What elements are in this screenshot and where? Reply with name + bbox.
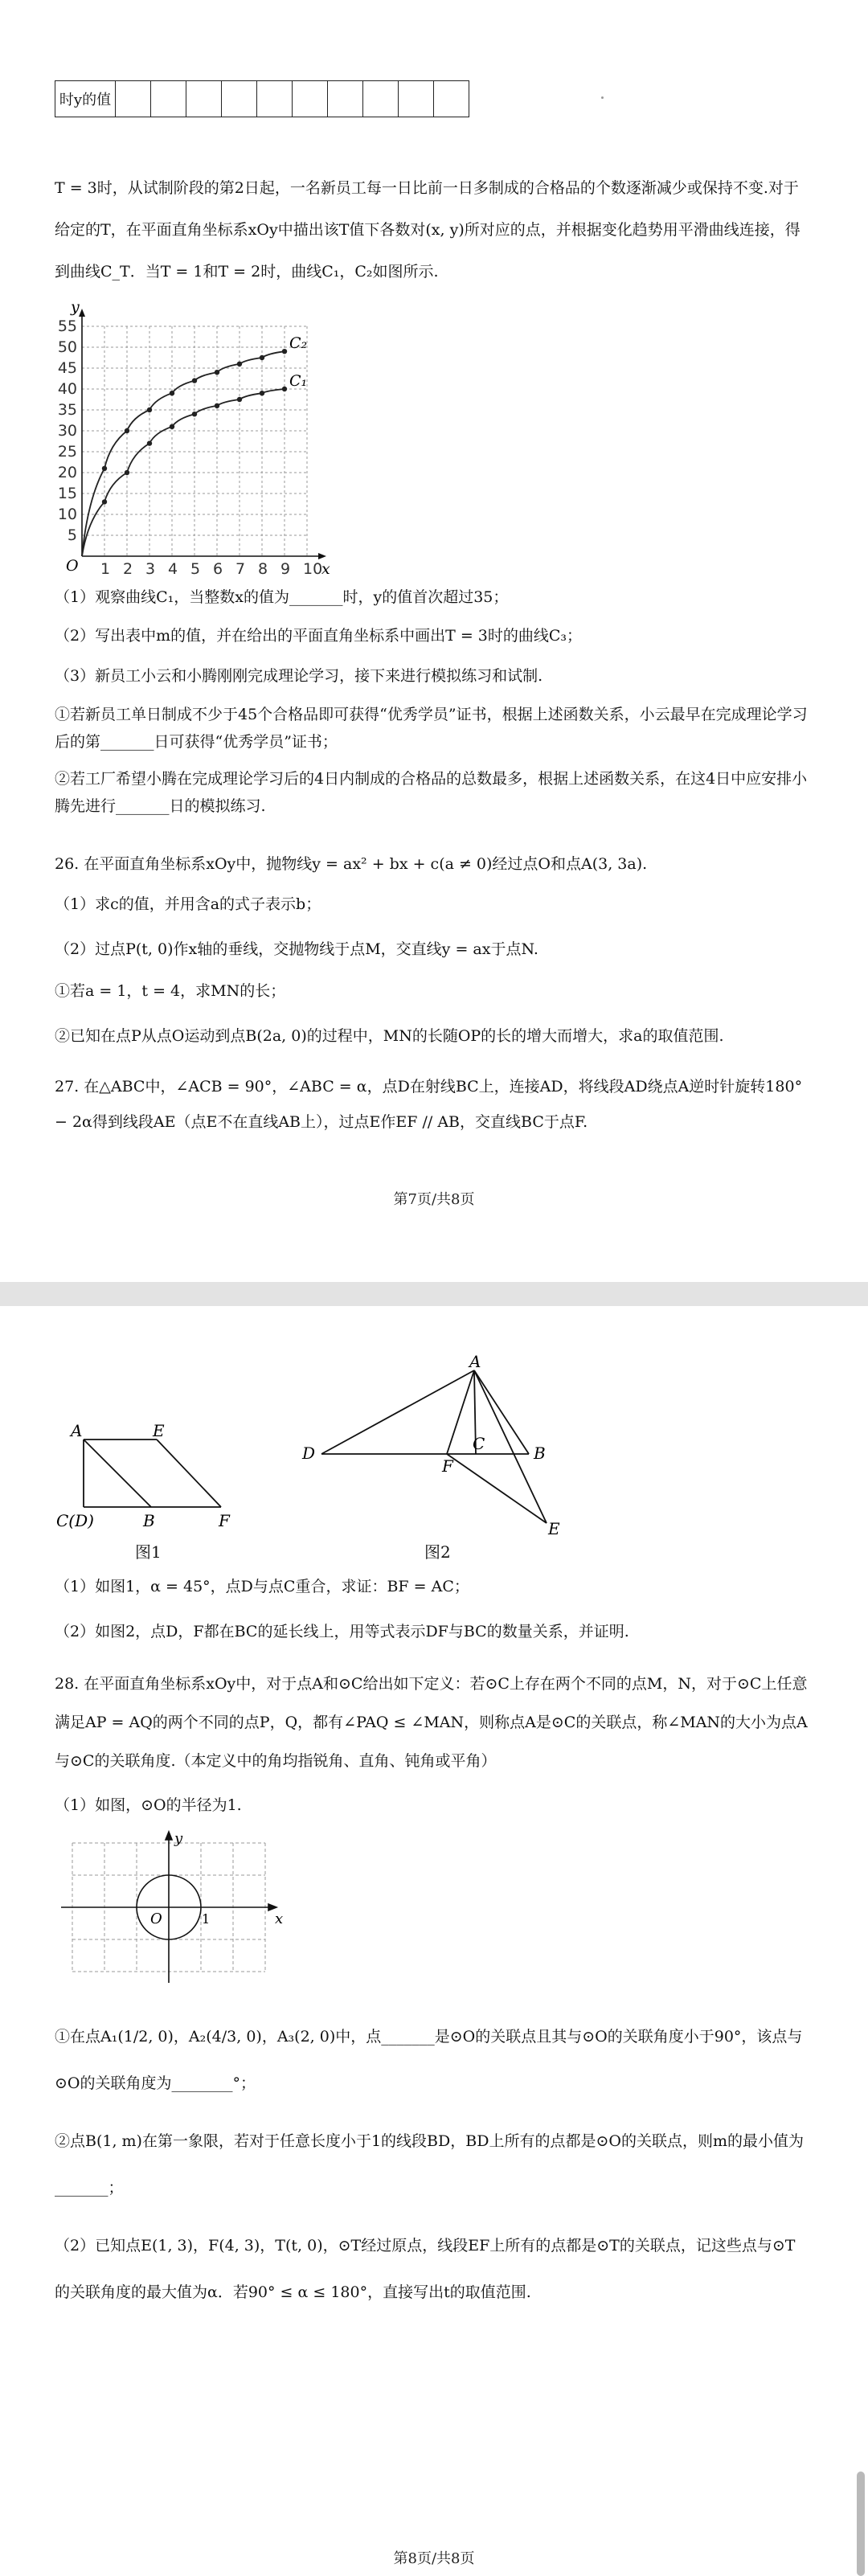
fig3-label-x: x [275, 1910, 284, 1927]
data-point [170, 391, 174, 395]
question-27-1: （1）如图1，α = 45°，点D与点C重合，求证：BF = AC； [55, 1578, 469, 1595]
y-axis-label: y [71, 299, 80, 316]
x-tick-label: 2 [123, 560, 133, 578]
data-point [102, 466, 107, 471]
fig3-label-1: 1 [202, 1911, 211, 1927]
table-row-label: 时y的值 [55, 81, 116, 117]
question-2: （2）写出表中m的值，并在给出的平面直角坐标系中画出T = 3时的曲线C₃； [55, 627, 583, 645]
series-label: C₁ [289, 372, 308, 390]
y-tick-label: 5 [67, 526, 77, 544]
question-1: （1）观察曲线C₁，当整数x的值为_______时，y的值首次超过35； [55, 588, 509, 606]
fig2-label-d: D [302, 1444, 316, 1463]
curve-chart [47, 299, 368, 580]
fig2-label-c: C [473, 1434, 485, 1453]
data-point [192, 378, 197, 383]
y-tick-label: 50 [57, 338, 77, 356]
y-tick-label: 15 [57, 485, 77, 502]
data-point [192, 412, 197, 416]
question-26-1: （1）求c的值，并用含a的式子表示b； [55, 895, 321, 913]
fig1-line-ef [157, 1440, 221, 1507]
y-axis-arrow [79, 309, 85, 317]
x-tick-label: 4 [168, 560, 178, 578]
data-point [282, 349, 287, 354]
page-7 [0, 0, 868, 1282]
figure-2-caption: 图2 [424, 1542, 451, 1562]
page-separator [0, 1282, 868, 1306]
series-label: C₂ [289, 334, 308, 353]
data-point [147, 407, 152, 412]
fig3-label-o: O [150, 1910, 162, 1927]
page-footer: 第7页/共8页 [393, 1191, 475, 1208]
origin-label: O [66, 557, 79, 575]
y-tick-label: 55 [57, 317, 77, 335]
question-28: 28. 在平面直角坐标系xOy中，对于点A和⊙C给出如下定义：若⊙C上存在两个不同的点M，N，对于⊙C上任意满足AP = AQ的两个不同的点P，Q，都有∠PAQ ≤ ∠MAN，则称点A是⊙C的关联点，称∠MAN的大小为点A与⊙C的关联角度.（本定义中的角均指锐角、直角、钝角或平角） [55, 1675, 808, 1770]
table-row [55, 81, 469, 117]
data-point [260, 355, 264, 360]
y-tick-label: 40 [57, 380, 77, 398]
data-point [125, 470, 129, 475]
fig2-label-e: E [548, 1519, 560, 1538]
figure-1 [48, 1419, 289, 1539]
paragraph-curves: T = 3时，从试制阶段的第2日起，一名新员工每一日比前一日多制成的合格品的个数逐渐减少或保持不变.对于给定的T，在平面直角坐标系xOy中描出该T值下各数对(x, y)所对应的点，并根据变化趋势用平滑曲线连接，得到曲线C_T．当T = 1和T = 2时，曲线C₁，C₂如图所示. [55, 179, 800, 281]
data-point [215, 370, 219, 375]
x-tick-label: 5 [190, 560, 201, 578]
fig1-label-f: F [219, 1511, 230, 1530]
data-point [215, 403, 219, 408]
question-26-2b: ②已知在点P从点O运动到点B(2a, 0)的过程中，MN的长随OP的长的增大而增大，求a的取值范围. [55, 1027, 724, 1045]
y-tick-label: 10 [57, 506, 77, 523]
series-line-c2 [82, 351, 285, 556]
question-28-2: （2）已知点E(1, 3)，F(4, 3)，T(t, 0)，⊙T经过原点，线段EF上所有的点都是⊙T的关联点，记这些点与⊙T的关联角度的最大值为α．若90° ≤ α ≤ 180°，直接写出t的取值范围. [55, 2237, 796, 2301]
value-table [55, 80, 469, 117]
question-3b: ②若工厂希望小腾在完成理论学习后的4日内制成的合格品的总数最多，根据上述函数关系，在这4日中应安排小腾先进行_______日的模拟练习. [55, 770, 808, 815]
x-axis-label: x [321, 560, 330, 578]
question-27: 27. 在△ABC中，∠ACB = 90°，∠ABC = α，点D在射线BC上，连接AD，将线段AD绕点A逆时针旋转180° − 2α得到线段AE（点E不在直线AB上），过点E作EF // AB，交直线BC于点F. [55, 1078, 803, 1131]
x-tick-label: 6 [213, 560, 223, 578]
data-point [237, 397, 242, 402]
data-point [125, 428, 129, 433]
question-27-2: （2）如图2，点D，F都在BC的延长线上，用等式表示DF与BC的数量关系，并证明. [55, 1623, 629, 1640]
y-tick-label: 25 [57, 443, 77, 461]
x-tick-label: 9 [280, 560, 291, 578]
page-8 [0, 1306, 868, 2576]
figure-2 [297, 1354, 571, 1539]
x-tick-label: 1 [100, 560, 111, 578]
question-3a: ①若新员工单日制成不少于45个合格品即可获得“优秀学员”证书，根据上述函数关系，小云最早在完成理论学习后的第_______日可获得“优秀学员”证书； [55, 706, 808, 751]
fig2-label-a: A [469, 1354, 481, 1371]
fig1-label-b: B [143, 1511, 155, 1530]
figure-1-caption: 图1 [135, 1542, 162, 1562]
question-28-1: （1）如图，⊙O的半径为1. [55, 1796, 242, 1814]
fig1-label-e: E [153, 1421, 165, 1440]
question-26-2: （2）过点P(t, 0)作x轴的垂线，交抛物线于点M，交直线y = ax于点N. [55, 940, 538, 958]
fig1-label-a: A [71, 1421, 83, 1440]
question-3: （3）新员工小云和小腾刚刚完成理论学习，接下来进行模拟练习和试制. [55, 667, 543, 685]
data-point [260, 391, 264, 395]
fig2-label-f: F [442, 1456, 453, 1476]
page-footer: 第8页/共8页 [393, 2550, 475, 2567]
data-point [237, 362, 242, 367]
figure-circle-grid [56, 1829, 289, 1989]
fig1-line-ab [84, 1440, 151, 1507]
data-point [282, 387, 287, 391]
x-axis-arrow [318, 553, 326, 559]
question-26-2a: ①若a = 1，t = 4，求MN的长； [55, 982, 286, 1000]
y-tick-label: 30 [57, 422, 77, 440]
question-28-1a: ①在点A₁(1/2, 0)，A₂(4/3, 0)，A₃(2, 0)中，点_______是⊙O的关联点且其与⊙O的关联角度小于90°，该点与⊙O的关联角度为________°； [55, 2028, 803, 2092]
data-point [102, 499, 107, 504]
data-point [170, 424, 174, 429]
x-tick-label: 10 [303, 560, 323, 578]
scan-dot [601, 96, 604, 99]
fig2-label-b: B [534, 1444, 546, 1463]
y-tick-label: 35 [57, 401, 77, 419]
y-tick-label: 20 [57, 464, 77, 481]
x-tick-label: 3 [145, 560, 156, 578]
y-tick-label: 45 [57, 359, 77, 377]
fig3-label-y: y [174, 1830, 183, 1847]
data-point [147, 440, 152, 445]
fig1-label-cd: C(D) [56, 1511, 94, 1530]
question-26: 26. 在平面直角坐标系xOy中，抛物线y = ax² + bx + c(a ≠ 0)经过点O和点A(3, 3a). [55, 855, 648, 873]
question-28-1b: ②点B(1, m)在第一象限，若对于任意长度小于1的线段BD，BD上所有的点都是⊙O的关联点，则m的最小值为_______； [55, 2132, 804, 2197]
x-tick-label: 8 [258, 560, 268, 578]
x-tick-label: 7 [235, 560, 246, 578]
fig2-line-fe [447, 1454, 547, 1523]
